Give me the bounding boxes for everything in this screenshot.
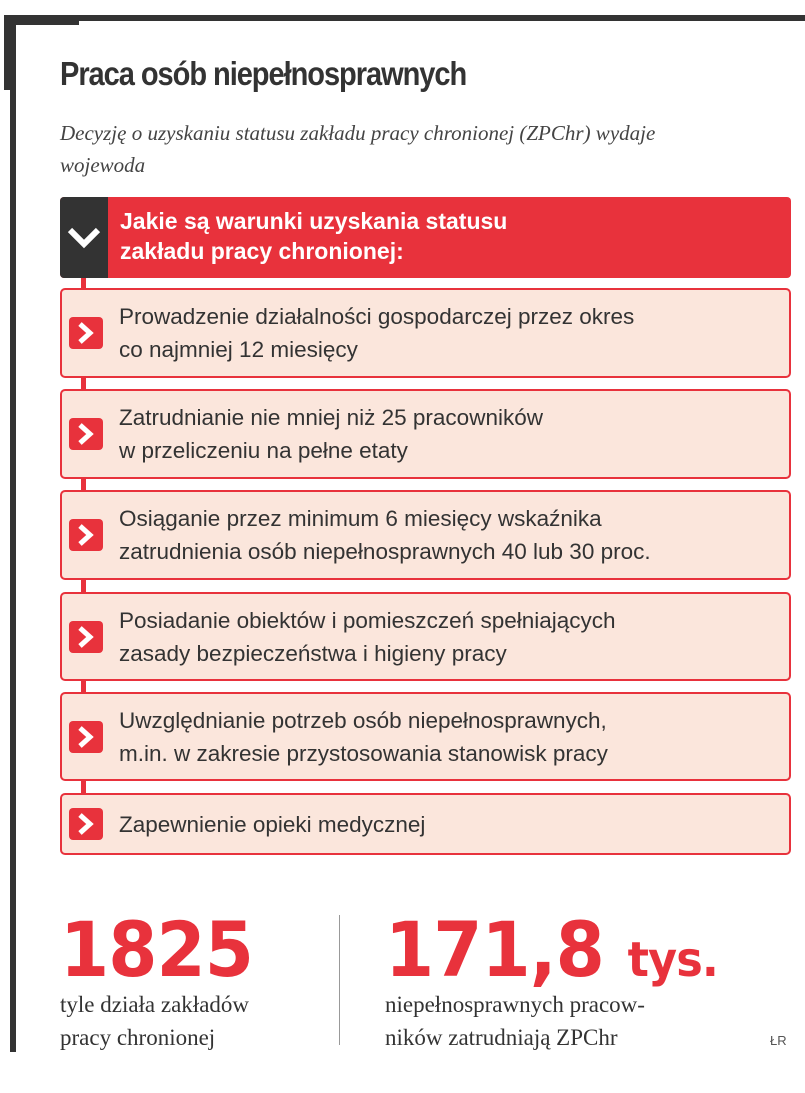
condition-item: [60, 288, 791, 378]
condition-line: Posiadanie obiektów i pomieszczeń spełniających: [119, 607, 616, 633]
header-line-1: Jakie są warunki uzyskania statusu: [120, 208, 508, 234]
chevron-down-icon: [60, 197, 108, 278]
condition-line: Uwzględnianie potrzeb osób niepełnosprawnych,: [119, 707, 607, 733]
stat-value: 1825: [60, 905, 254, 994]
condition-item: [60, 793, 791, 855]
stat-employees-caption: [385, 988, 645, 1054]
condition-item: [60, 389, 791, 479]
chevron-right-icon: [69, 317, 103, 349]
condition-line: m.in. w zakresie przystosowania stanowisk pracy: [119, 740, 608, 766]
stats-divider: [339, 915, 340, 1045]
chevron-right-icon: [69, 621, 103, 653]
frame-left-line: [10, 17, 16, 1052]
condition-line: co najmniej 12 miesięcy: [119, 337, 358, 362]
conditions-header: [60, 197, 791, 278]
condition-line: Osiąganie przez minimum 6 miesięcy wskaźnika: [119, 506, 602, 531]
caption-line: niepełnosprawnych pracow-: [385, 992, 645, 1017]
chevron-right-icon: [69, 721, 103, 753]
stat-1825-caption: [60, 988, 249, 1054]
condition-line: Prowadzenie działalności gospodarczej przez okres: [119, 304, 635, 329]
condition-line: w przeliczeniu na pełne etaty: [119, 438, 408, 463]
condition-line: zasady bezpieczeństwa i higieny pracy: [119, 640, 507, 666]
condition-item: [60, 692, 791, 781]
condition-item: [60, 592, 791, 681]
condition-text: [119, 502, 651, 568]
caption-line: pracy chronionej: [60, 1025, 216, 1050]
stat-unit: tys.: [627, 932, 718, 988]
condition-line: Zapewnienie opieki medycznej: [119, 811, 426, 837]
caption-line: tyle działa zakładów: [60, 992, 250, 1017]
subtitle: Decyzję o uzyskaniu statusu zakładu pracy chronionej (ZPChr) wydaje wojewoda: [60, 121, 656, 177]
condition-text: [119, 300, 634, 366]
stat-1825-value: [60, 905, 253, 994]
condition-text: [119, 604, 616, 670]
header-line-2: zakładu pracy chronionej:: [120, 238, 404, 264]
condition-item: [60, 490, 791, 580]
condition-text: [119, 808, 425, 841]
chevron-right-icon: [69, 519, 103, 551]
condition-text: [119, 704, 608, 770]
chevron-right-icon: [69, 418, 103, 450]
credit: ŁR: [770, 1033, 787, 1048]
condition-line: Zatrudnianie nie mniej niż 25 pracowników: [119, 405, 543, 430]
page-title: Praca osób niepełnosprawnych: [60, 55, 467, 92]
caption-line: ników zatrudniają ZPChr: [385, 1025, 618, 1050]
condition-line: zatrudnienia osób niepełnosprawnych 40 lub 30 proc.: [119, 539, 651, 564]
stat-value: 171,8: [385, 905, 604, 994]
frame-top-line: [4, 15, 805, 21]
stat-employees-value: [385, 905, 718, 994]
chevron-right-icon: [69, 808, 103, 840]
condition-text: [119, 401, 543, 467]
